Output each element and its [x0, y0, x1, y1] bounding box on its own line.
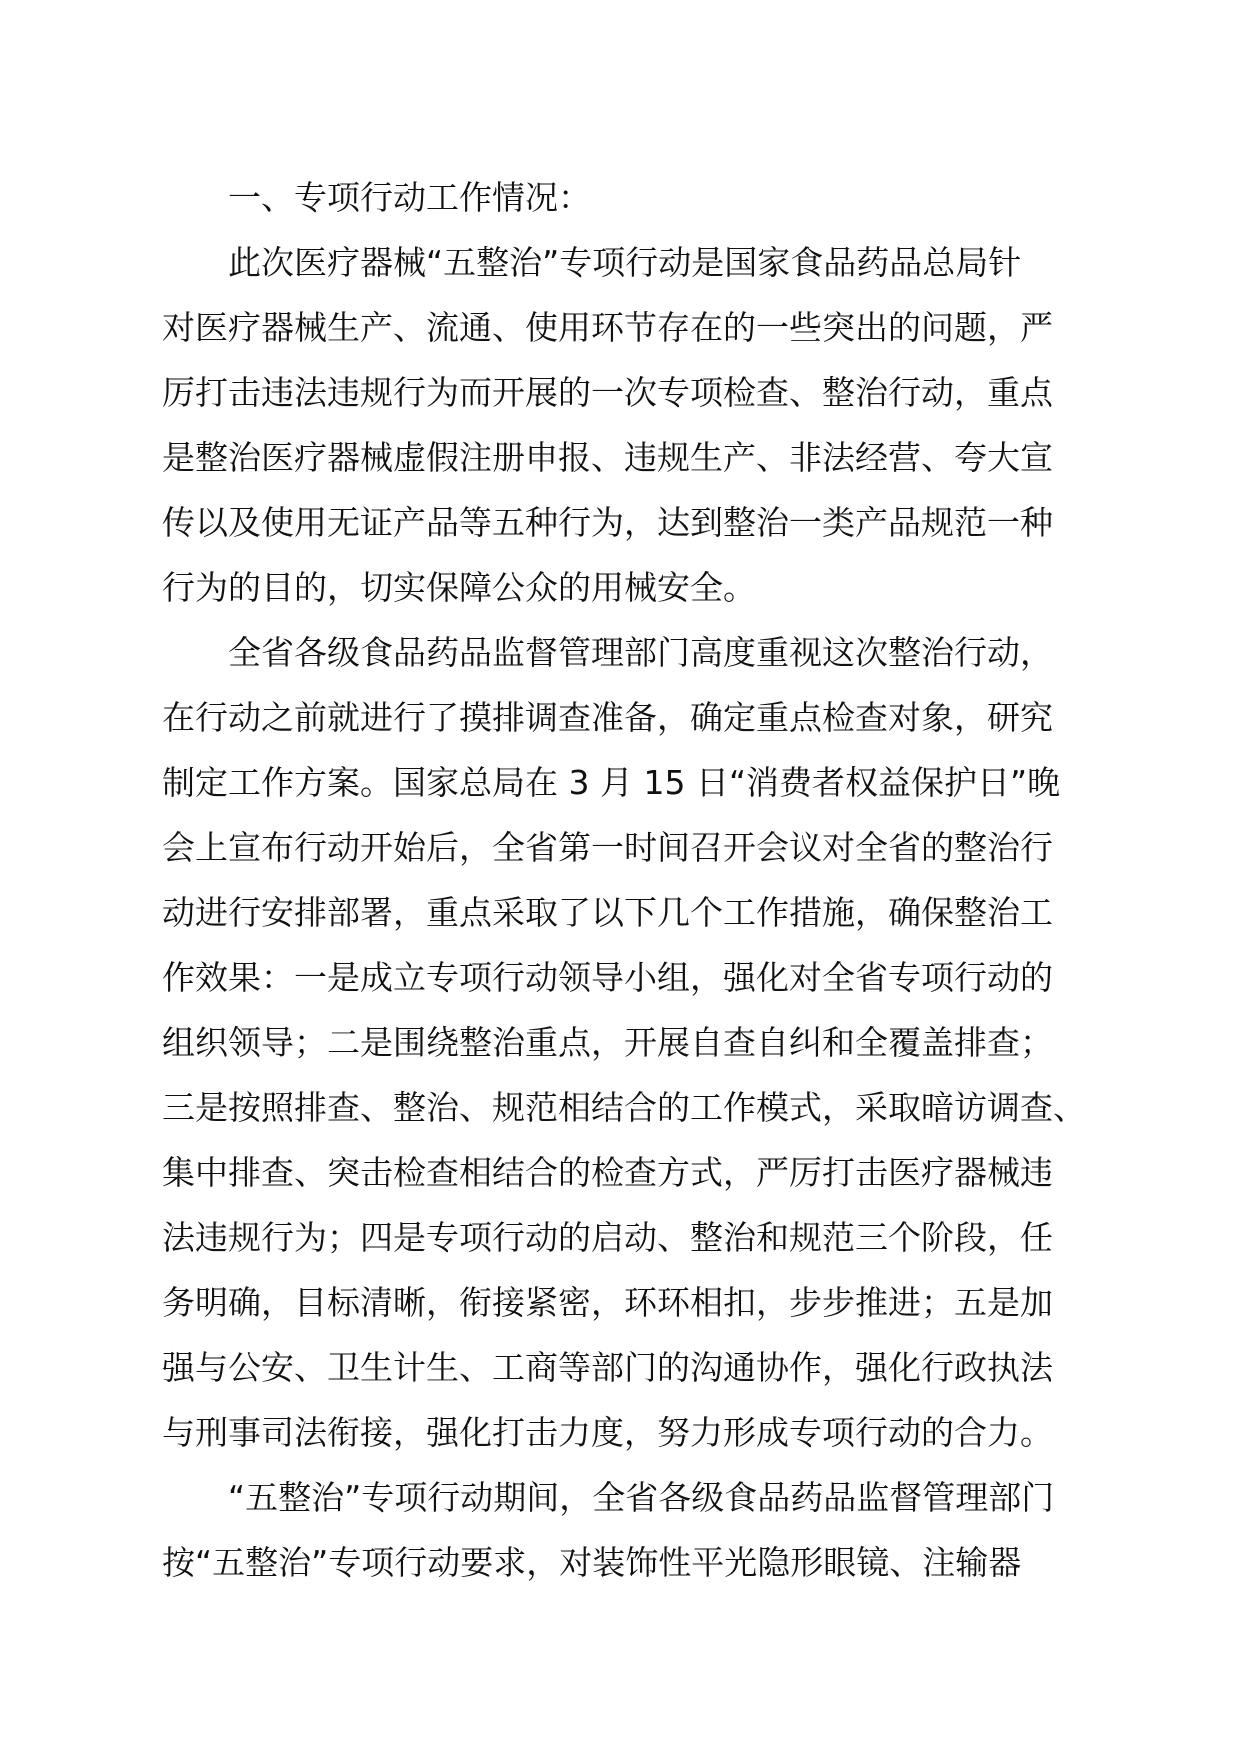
paragraph-2-line-5: 动进行安排部署，重点采取了以下几个工作措施，确保整治工: [162, 893, 1053, 932]
paragraph-3-line-2: 按“五整治”专项行动要求，对装饰性平光隐形眼镜、注输器: [162, 1543, 1022, 1582]
section-heading: 一、专项行动工作情况：: [228, 178, 591, 217]
paragraph-3-line-1: “五整治”专项行动期间，全省各级食品药品监督管理部门: [228, 1478, 1055, 1517]
document-body: [162, 165, 1112, 1595]
paragraph-2-line-9: 集中排查、突击检查相结合的检查方式，严厉打击医疗器械违: [162, 1153, 1053, 1192]
paragraph-2-line-1: 全省各级食品药品监督管理部门高度重视这次整治行动，: [228, 633, 1053, 672]
paragraph-2-line-6: 作效果：一是成立专项行动领导小组，强化对全省专项行动的: [162, 958, 1053, 997]
paragraph-2-line-2: 在行动之前就进行了摸排调查准备，确定重点检查对象，研究: [162, 698, 1053, 737]
paragraph-2-line-4: 会上宣布行动开始后，全省第一时间召开会议对全省的整治行: [162, 828, 1053, 867]
paragraph-2-line-3: 制定工作方案。国家总局在 3 月 15 日“消费者权益保护日”晚: [162, 763, 1061, 802]
paragraph-1-line-4: 是整治医疗器械虚假注册申报、违规生产、非法经营、夸大宣: [162, 438, 1053, 477]
paragraph-1-line-1: 此次医疗器械“五整治”专项行动是国家食品药品总局针: [228, 243, 1022, 282]
paragraph-1-line-2: 对医疗器械生产、流通、使用环节存在的一些突出的问题，严: [162, 308, 1053, 347]
paragraph-2-line-12: 强与公安、卫生计生、工商等部门的沟通协作，强化行政执法: [162, 1348, 1053, 1387]
paragraph-2-line-7: 组织领导；二是围绕整治重点，开展自查自纠和全覆盖排查；: [162, 1023, 1053, 1062]
paragraph-2-line-11: 务明确，目标清晰，衔接紧密，环环相扣，步步推进；五是加: [162, 1283, 1053, 1322]
paragraph-1-line-6: 行为的目的，切实保障公众的用械安全。: [162, 568, 756, 607]
paragraph-2-line-13: 与刑事司法衔接，强化打击力度，努力形成专项行动的合力。: [162, 1413, 1053, 1452]
paragraph-2-line-8: 三是按照排查、整治、规范相结合的工作模式，采取暗访调查、: [162, 1088, 1086, 1127]
paragraph-1-line-3: 厉打击违法违规行为而开展的一次专项检查、整治行动，重点: [162, 373, 1053, 412]
paragraph-2-line-10: 法违规行为；四是专项行动的启动、整治和规范三个阶段，任: [162, 1218, 1053, 1257]
paragraph-1-line-5: 传以及使用无证产品等五种行为，达到整治一类产品规范一种: [162, 503, 1053, 542]
